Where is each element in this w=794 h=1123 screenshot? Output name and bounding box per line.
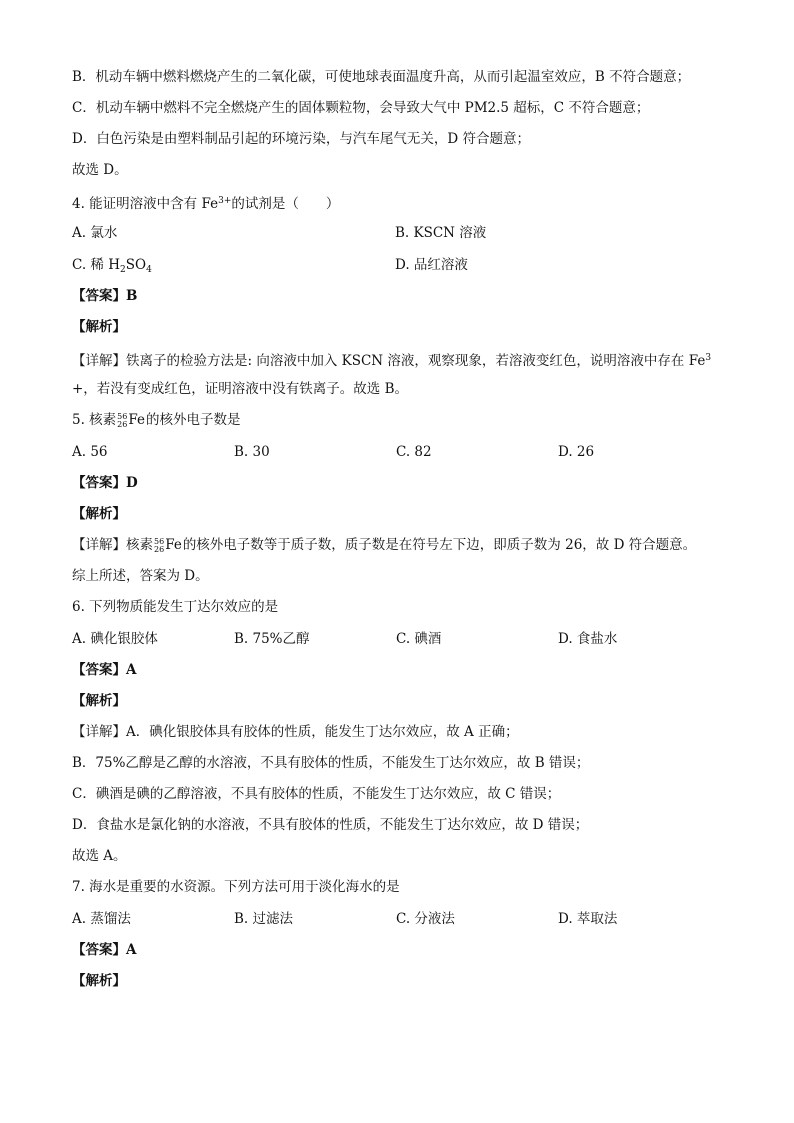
- q7-analysis-label: 【解析】: [72, 973, 126, 989]
- q4-option-c-pre: C. 稀 H: [72, 257, 120, 273]
- q5-detail: [72, 530, 722, 561]
- q5-detail-element-symbol: Fe: [165, 537, 182, 553]
- q7-stem: 7. 海水是重要的水资源。下列方法可用于淡化海水的是: [72, 879, 400, 895]
- q4-option-b: B. KSCN 溶液: [395, 225, 487, 241]
- q4-options-row-2: [72, 249, 722, 281]
- q5-detail-nuclide: [154, 530, 182, 561]
- q3-explanation-c: C．机动车辆中燃料不完全燃烧产生的固体颗粒物，会导致大气中 PM2.5 超标，C 不符合题意；: [72, 100, 650, 116]
- q6-option-c: C. 碘酒: [396, 631, 442, 647]
- q4-detail-2: +，若没有变成红色，证明溶液中没有铁离子。故选 B。: [72, 381, 409, 397]
- q6-options: [72, 623, 722, 655]
- q4-option-c-sub2: 4: [146, 265, 152, 275]
- q4-option-c-sub1: 2: [120, 265, 126, 275]
- q5-atomic-number: 26: [117, 419, 128, 429]
- q4-option-c-mid: SO: [125, 257, 147, 273]
- q5-stem-pre: 5. 核素: [72, 412, 117, 428]
- q5-options: [72, 436, 722, 468]
- q5-summary: 综上所述，答案为 D。: [72, 568, 209, 584]
- q4-detail-1: [72, 343, 722, 374]
- q6-detail-d: D．食盐水是氯化钠的水溶液，不具有胶体的性质，不能发生丁达尔效应，故 D 错误；: [72, 817, 589, 833]
- q4-stem-post: 的试剂是（ ）: [231, 196, 340, 212]
- q6-detail-a: 【详解】A．碘化银胶体具有胶体的性质，能发生丁达尔效应，故 A 正确；: [72, 724, 519, 740]
- q4-analysis-label: 【解析】: [72, 319, 126, 335]
- q7-answer: 【答案】A: [72, 942, 137, 958]
- q5-answer: 【答案】D: [72, 475, 138, 491]
- q7-option-c: C. 分液法: [396, 911, 455, 927]
- q4-option-a: A. 氯水: [72, 225, 118, 241]
- q6-answer: 【答案】A: [72, 662, 137, 678]
- q7-option-a: A. 蒸馏法: [72, 911, 131, 927]
- q6-analysis-label: 【解析】: [72, 693, 126, 709]
- document-page: [72, 62, 722, 997]
- q4-detail-1-sup: 3: [705, 353, 712, 363]
- q4-stem-charge: 3+: [218, 196, 232, 206]
- q5-stem: [72, 405, 722, 436]
- q5-detail-pre: 【详解】核素: [72, 537, 153, 553]
- q6-detail-b: B．75%乙醇是乙醇的水溶液，不具有胶体的性质，不能发生丁达尔效应，故 B 错误；: [72, 755, 590, 771]
- q6-option-a: A. 碘化银胶体: [72, 631, 158, 647]
- q4-detail-1-text: 【详解】铁离子的检验方法是: 向溶液中加入 KSCN 溶液，观察现象，若溶液变红色，说明溶液中存在 Fe: [72, 353, 706, 369]
- q5-stem-post: 的核外电子数是: [145, 412, 241, 428]
- q5-option-a: A. 56: [72, 444, 108, 460]
- q5-detail-post: 的核外电子数等于质子数，质子数是在符号左下边，即质子数为 26，故 D 符合题意。: [182, 537, 697, 553]
- q3-explanation-d: D．白色污染是由塑料制品引起的环境污染，与汽车尾气无关，D 符合题意；: [72, 131, 530, 147]
- q3-conclusion: 故选 D。: [72, 162, 128, 178]
- q5-option-c: C. 82: [396, 444, 432, 460]
- q6-option-d: D. 食盐水: [558, 631, 618, 647]
- q4-option-c: [72, 249, 395, 281]
- q5-element-symbol: Fe: [128, 412, 145, 428]
- q5-mass-number: 56: [117, 411, 128, 421]
- q6-conclusion: 故选 A。: [72, 848, 127, 864]
- q5-analysis-label: 【解析】: [72, 506, 126, 522]
- q5-option-d: D. 26: [558, 444, 595, 460]
- q4-answer: 【答案】B: [72, 288, 138, 304]
- q7-option-d: D. 萃取法: [558, 911, 618, 927]
- q6-detail-c: C．碘酒是碘的乙醇溶液，不具有胶体的性质，不能发生丁达尔效应，故 C 错误；: [72, 786, 561, 802]
- q6-option-b: B. 75%乙醇: [234, 631, 310, 647]
- q7-options: [72, 903, 722, 935]
- q7-option-b: B. 过滤法: [234, 911, 294, 927]
- q5-detail-mass-number: 56: [154, 536, 165, 546]
- q5-option-b: B. 30: [234, 444, 270, 460]
- q4-options-row-1: [72, 217, 722, 249]
- q5-nuclide: [117, 405, 145, 436]
- q4-stem-pre: 4. 能证明溶液中含有 Fe: [72, 196, 219, 212]
- q6-stem: 6. 下列物质能发生丁达尔效应的是: [72, 599, 279, 615]
- q3-explanation-b: B．机动车辆中燃料燃烧产生的二氧化碳，可使地球表面温度升高，从而引起温室效应，B 不符合题意；: [72, 69, 691, 85]
- q4-stem: [72, 186, 722, 217]
- q5-detail-atomic-number: 26: [154, 544, 165, 554]
- q4-option-d: D. 品红溶液: [395, 257, 468, 273]
